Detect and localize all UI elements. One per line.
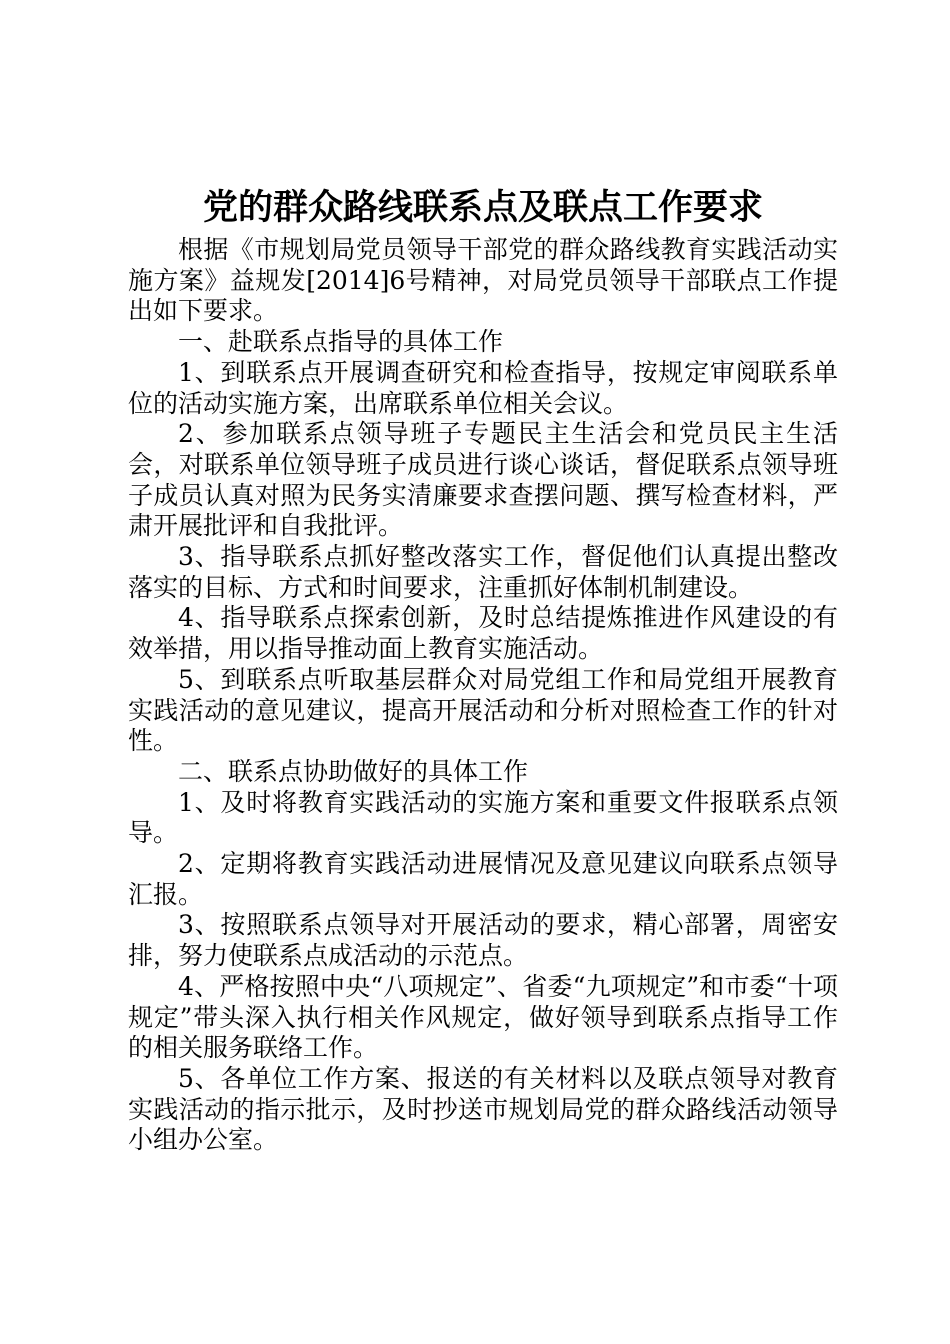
section-2-item-5: 5、各单位工作方案、报送的有关材料以及联点领导对教育实践活动的指示批示，及时抄送市规划局党的群众路线活动领导小组办公室。 (128, 1063, 838, 1155)
document-title: 党的群众路线联系点及联点工作要求 (202, 187, 763, 228)
section-2-item-1: 1、及时将教育实践活动的实施方案和重要文件报联系点领导。 (128, 787, 838, 848)
section-heading-1: 一、赴联系点指导的具体工作 (178, 327, 504, 357)
document-page (128, 183, 838, 1156)
section-1-item-4: 4、指导联系点探索创新，及时总结提炼推进作风建设的有效举措，用以指导推动面上教育实施活动。 (128, 603, 838, 664)
section-1-item-3: 3、指导联系点抓好整改落实工作，督促他们认真提出整改落实的目标、方式和时间要求，注重抓好体制机制建设。 (128, 542, 838, 602)
section-2-item-4: 4、严格按照中央“八项规定”、省委“九项规定”和市委“十项规定”带头深入执行相关作风规定，做好领导到联系点指导工作的相关服务联络工作。 (128, 971, 838, 1063)
intro-paragraph: 根据《市规划局党员领导干部党的群众路线教育实践活动实施方案》益规发[2014]6号精神，对局党员领导干部联点工作提出如下要求。 (128, 235, 838, 326)
section-1-item-5: 5、到联系点听取基层群众对局党组工作和局党组开展教育实践活动的意见建议，提高开展活动和分析对照检查工作的针对性。 (128, 664, 838, 756)
section-2-item-3: 3、按照联系点领导对开展活动的要求，精心部署，周密安排，努力使联系点成活动的示范点。 (128, 910, 838, 971)
section-heading-2: 二、联系点协助做好的具体工作 (178, 756, 529, 786)
section-1-item-1: 1、到联系点开展调查研究和检查指导，按规定审阅联系单位的活动实施方案，出席联系单位相关会议。 (128, 357, 838, 418)
section-2-item-2: 2、定期将教育实践活动进展情况及意见建议向联系点领导汇报。 (128, 849, 838, 909)
document-body (128, 235, 838, 1156)
section-1-item-2: 2、参加联系点领导班子专题民主生活会和党员民主生活会，对联系单位领导班子成员进行谈心谈话，督促联系点领导班子成员认真对照为民务实清廉要求查摆问题、撰写检查材料，严肃开展批评和自我批评。 (128, 419, 838, 541)
